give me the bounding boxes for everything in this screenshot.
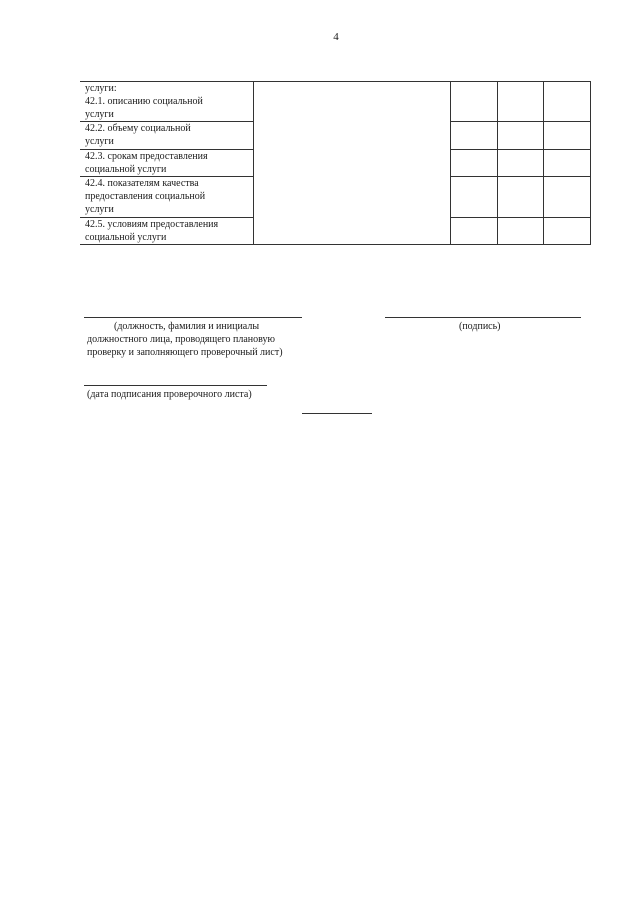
signature-line[interactable] [385, 317, 581, 318]
table-cell[interactable] [497, 122, 543, 150]
row-label-42-4: 42.4. показателям качества предоставления социальной услуги [80, 177, 253, 218]
checklist-table [80, 81, 591, 245]
table-cell[interactable] [497, 177, 543, 218]
table-cell[interactable] [543, 218, 590, 245]
row-label-42-3: 42.3. срокам предоставления социальной услуги [80, 150, 253, 177]
table-cell[interactable] [543, 82, 590, 122]
table-row [80, 82, 590, 122]
closing-rule [302, 413, 372, 414]
table-cell[interactable] [450, 82, 497, 122]
table-cell[interactable] [497, 218, 543, 245]
table-cell[interactable] [497, 82, 543, 122]
date-caption: (дата подписания проверочного листа) [87, 389, 252, 400]
table-cell[interactable] [543, 177, 590, 218]
position-caption-line-3: проверку и заполняющего проверочный лист) [87, 347, 283, 358]
row-label-42-1: услуги: 42.1. описанию социальной услуги [80, 82, 253, 122]
table-cell[interactable] [450, 218, 497, 245]
row-label-42-2: 42.2. объему социальной услуги [80, 122, 253, 150]
row-label-42-5: 42.5. условиям предоставления социальной услуги [80, 218, 253, 245]
position-signature-line[interactable] [84, 317, 302, 318]
table-cell[interactable] [450, 177, 497, 218]
date-signature-line[interactable] [84, 385, 267, 386]
position-caption-line-2: должностного лица, проводящего плановую [87, 334, 275, 345]
table-cell[interactable] [497, 150, 543, 177]
table-cell[interactable] [543, 122, 590, 150]
table-cell[interactable] [450, 150, 497, 177]
page-number: 4 [333, 31, 339, 43]
signature-caption: (подпись) [459, 321, 501, 332]
position-caption: (должность, фамилия и инициалы [114, 321, 260, 332]
table-cell[interactable] [450, 122, 497, 150]
table-cell[interactable] [543, 150, 590, 177]
merged-cell[interactable] [253, 82, 450, 245]
